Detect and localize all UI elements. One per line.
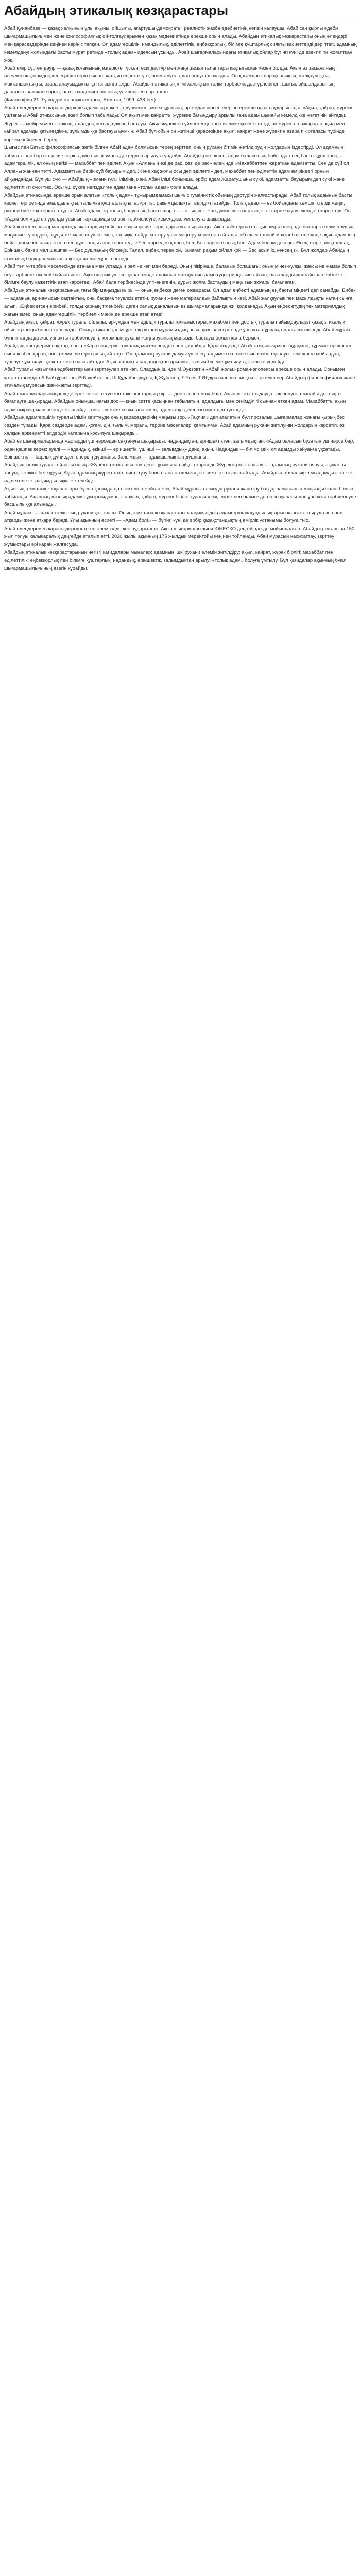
article-paragraph: Ақынның этикалық көзқарастары бүгінгі қоғамда да өзектілігін жойған жоқ. Абай мұрасы еліміздің рухани жаңғыру бағдарламасының маңызды бөлігі болып табылады. Ақынның «толық адам» тұжырымдамасы, «ақыл, қайрат, жүрек» бірлігі туралы ілімі, еңбек пен білімге деген көзқарасы жас ұрпақты тәрбиелеуде басшылыққа алынады. (4, 485, 356, 507)
article-paragraph: Абай тәлім-тәрбие мәселесінде ата-ана мен ұстаздың рөліне көп мән береді. Оның пікірінше, баланың болашағы, оның мінез-құлқы, жақсы не жаман болып өсуі тәрбиеге тікелей байланысты. Ақын қырық үшінші қарасөзінде адамның жан қуатын дамытудың маңызын айтып, балаларды жастайынан еңбекке, білімге баулу қажеттігін атап көрсетеді. Абай бала тәрбиесінде үлгі-өнегенің, дұрыс жолға бастаудың маңызын жоғары бағалаған. (4, 263, 356, 285)
article-paragraph: Абай шығармаларының ішінде ерекше көзге түсетін тақырыптардың бірі — достық пен махаббат. Ақын досты таңдауда сақ болуға, шынайы достықты бағалауға шақырады. Абайдың ойынша, нағыз дос — қиын сәтте қасыңнан табылатын, адалдығы мен сенімділігі сыннан өткен адам. Махаббатты ақын адам өмірінің мәні ретінде жырлайды, оны тек жеке сезім ғана емес, адамзатқа деген ізгі ниет деп түсінеді. (4, 390, 346, 412)
article-paragraph: Абайдың ізгілік туралы ойлары оның «Жүректің көзі ашылса» деген ұғымынан айқын көрінеді. Жүректің көзі ашылу — адамның рухани оянуы, ақиқатты тануы, ізгілікке бет бұруы. Ақын адамның жүрегі таза, ниеті түзу болса ғана ол кемелдікке жете алатынын айтады. Абайдың этикалық ілімі адамды ізгілікке, әділеттілікке, рақымдылыққа жетелейді. (4, 462, 354, 484)
article-paragraph: Абайдың этикасында ерекше орын алатын «толық адам» тұжырымдамасы шығыс гуманистік ойының дәстүрін жалғастырады. Абай толық адамның басты қасиеттері ретінде ақылдылықты, ғылымға құштарлықты, ар-ұятты, рақымдылықты, әділдікті атайды. Толық адам — өз бойындағы кемшіліктерді жеңіп, рухани биікке көтерілген тұлға. Абай адамның толық болуының басты шарты — оның ішкі жан дүниесін тазартып, ізгі істерге баулу екендігін көрсетеді. Ол «Адам бол!» деген ұранды ұсынып, әр адамды өз-өзін тәрбиелеуге, кемелдікке ұмтылуға шақырады. (4, 192, 352, 222)
article-paragraph: Абай өмір сүрген дәуір — қазақ қоғамының өзгеріске түскен, ескі дәстүр мен жаңа заман талаптары қақтығысқан кезең болды. Ақын өз заманының әлеуметтік-қоғамдық келеңсіздіктерін сынап, халқын еңбек етуге, білім алуға, адал болуға шақырды. Ол қоғамдағы парақорлықты, жалқаулықты, мақтаншақтықты, өзара алауыздықты қатты сынға алды. Абайдың этикалық ілімі халықтың тәлім-тәрбиелік дәстүрлерінен, шығыс ойшылдарының даналығынан және орыс, батыс мәдениетінің озық үлгілерінен нәр алған. (4, 65, 335, 95)
article-paragraph: Абайдың ақыл, қайрат, жүрек туралы ойлары, ар-ұждан мен әділдік туралы толғаныстары, махаббат пен достық туралы пайымдаулары қазақ этикалық ойының шыңы болып табылады. Оның этикалық ілімі ұлттық рухани мұрамыздың асыл қазынасы ретінде ұрпақтан-ұрпаққа жалғасып келеді. Абай мұрасы бүгінгі таңда да жас ұрпақты тәрбиелеудің, қоғамның рухани жаңғыруының маңызды бастауы болып қала бермек. (4, 319, 353, 341)
article-page (0, 0, 361, 575)
article-paragraph: Шығыс пен Батыс философиясын жетік білген Абай адам болмысын терең зерттеп, оның рухани бітімін жетілдірудің жолдарын іздестірді. Ол адамның табиғатынан бар ізгі қасиеттерін дамытып, жаман әдеттерден арылуға үндейді. Абайдың пікірінше, адам баласының бойындағы ең басты құндылық — адамгершілік, ал оның негізі — махаббат пен әділет. Ақын «Алланың өзі де рас, сөзі де рас» өлеңінде «Махаббатпен жаратқан адамзатты, Сен де сүй ол Алланы жаннан тәтті. Адамзаттың бәрін сүй бауырым деп, Және хақ жолы осы деп әділетті» деп, махаббат пен әділеттің адам өміріндегі орнын айқындайды. Бұл үш сүю — Абайдың «имани гүл» ілімінің мәні. Абай ілімі бойынша, әрбір адам Жаратушыны сүюі, адамзатты бауырым деп сүюі және әділеттілікті сүюі тиіс. Осы үш сүюге негізделген адам ғана «толық адам» бола алады. (4, 144, 349, 190)
article-paragraph: Абай мұрасы — қазақ халқының рухани қазынасы. Оның этикалық көзқарастары халқымыздың адамгершілік құндылықтарын қалыптастыруда зор рөл атқарды және атқара береді. Ұлы ақынның өсиеті — «Адам бол!» — бүгінгі күні де әрбір қазақстандықтың өмірлік ұстанымы болуға тиіс. (4, 509, 343, 523)
citation-paragraph: (Философия 2Т. Түсіндірмелі анықтамалық. Алматы, 1999, 438-бет) (4, 96, 156, 103)
article-body (4, 21, 357, 572)
article-title: Абайдың этикалық көзқарастары (4, 0, 357, 21)
article-paragraph: Абай өлеңдері мен қарасөздері көптеген әлем тілдеріне аударылған. Ақын шығармашылығы ЮНЕСКО деңгейінде де мойындалған. Абайдың туғанына 150 жыл толуы халықаралық деңгейде аталып өтті. 2020 жылы ақынның 175 жылдық мерейтойы кеңінен тойланды. Абай мұрасын насихаттау, зерттеу жұмыстары әрі қарай жалғасуда. (4, 525, 355, 547)
article-paragraph: Абайдың өлеңдерімен қатар, оның «Қара сөздері» этикалық мәселелерді терең қозғайды. Қарасөздерде Абай халқының мінез-құлқына, тұрмыс-тіршілігіне сыни көзбен қарап, оның кемшіліктерін ашық айтады. Ол адамның рухани дамуы үшін ең алдымен өз-өзіне сын көзбен қарауы, кемшілігін мойындап, түзелуге ұмтылуы қажет екенін баса айтады. Ақын халықты надандықтан арылуға, ғылым-білімге ұмтылуға, ізгілікке үндейді. (4, 343, 353, 365)
article-paragraph: Абай Құнанбаев — қазақ халқының ұлы ақыны, ойшылы, ағартушы-демократы, реалистік жазба әдебиетінің негізін қалаушы. Абай сан қырлы әдеби шығармашылығымен және философиялық ой-толғауларымен қазақ мәдениетінде ерекше орын алады. Абайдың этикалық көзқарастары оның өлеңдері мен қарасөздерінде кеңінен көрініс тапқан. Ол адамгершілік, имандылық, әділеттілік, еңбекқорлық, білімге құштарлық сияқты қасиеттерді дәріптеп, адамның кемелденуі жолындағы басты мұрат ретінде «толық адам» идеясын ұсынды. Абай шығармаларындағы этикалық ойлар бүгінгі күні де өзектілігін жоғалтқан жоқ. (4, 25, 357, 63)
article-paragraph: Абайдың адамгершілік туралы ілімін зерттеуде оның қарасөздерінің маңызы зор. «Ғақлия» деп аталатын бұл прозалық шығармалар жинағы қырық бес сөзден тұрады. Қара сөздерде адам, қоғам, дін, ғылым, мораль, тәрбие мәселелері қамтылған. Абай адамның рухани жетілуінің жолдарын көрсетіп, өз халқын өркениетті елдердің қатарына қосылуға шақырады. (4, 414, 345, 436)
article-paragraph: Абай туралы жазылған әдебиеттер мен зерттеулер өте көп. Олардың ішінде М.Әуезовтің «Абай жолы» роман-эпопеясы ерекше орын алады. Сонымен қатар ғалымдар А.Байтұрсынов, Ә.Бөкейханов, Ш.Құдайбердіұлы, Қ.Жұбанов, Ғ.Есім, Т.Әбдірахманова сияқты зерттеушілер Абайдың философиялық және этикалық мұрасын жан-жақты зерттеді. (4, 366, 355, 388)
article-paragraph: Абайдың этикалық көзқарасының тағы бір маңызды қыры — оның еңбекке деген көзқарасы. Ол адал еңбекті адамның ең басты міндеті деп санайды. Еңбек — адамның ар-намысын сақтайтын, оны басқаға тәуелсіз ететін, рухани және материалдық байлықтың көзі. Абай жалқаулық пен масылдықты қатаң сынға алып, «Еңбек етсең ерінбей, тояды қарның тіленбей» деген халық даналығын өз шығармаларында жиі қолданады. Ақын еңбек етудің тек материалдық жағын емес, оның адамгершілік, тәрбиелік мәнін де ерекше атап өтеді. (4, 287, 356, 317)
article-paragraph: Абай өлеңдері мен қарасөздерінде адамның ішкі жан дүниесіне, мінез-құлқына, ар-ождан мәселелеріне ерекше назар аударылады. «Ақыл, қайрат, жүрек» үштағаны Абай этикасының өзегі болып табылады. Ол ақыл мен қайратты жүрекке бағындыру арқылы ғана адам шынайы кемелдікке жететінін айтады. Жүрек — мейірім мен ізгіліктің, адалдық пен әділдіктің бастауы. Ақыл жүрекпен үйлескенде ғана игілікке қызмет етеді, ал жүректен ажыраған ақыл мен қайрат адамды қатыгездікке, зұлымдыққа бастауы мүмкін. Абай бұл ойын он жетінші қарасөзінде ақыл, қайрат және жүректің өзара пікірталасы түрінде көркем бейнелеп береді. (4, 105, 353, 142)
article-paragraph: Абайдың этикалық көзқарастарының негізгі қағидалары мыналар: адамның ішкі рухани әлемін жетілдіру; ақыл, қайрат, жүрек бірлігі; махаббат пен әділеттілік; еңбекқорлық пен білімге құштарлық; надандық, еріншектік, залымдықтан арылу; «толық адам» болуға ұмтылу. Бұл қағидалар ақынның бүкіл шығармашылығының өзегін құрайды. (4, 549, 347, 571)
article-paragraph: Абай өз шығармаларында жастарды үш нәрседен сақтануға шақырады: надандықтан, еріншектіктен, залымдықтан. «Адам баласын бұзатын үш нәрсе бар, одан қашпақ керек: әуелі — надандық, екінші — еріншектік, үшінші — залымдық» дейді ақын. Надандық — білімсіздік, ол адамды хайуанға ұқсатады. Еріншектік — барлық дүниедегі өнердің дұшпаны. Залымдық — адамшылықтың дұшпаны. (4, 438, 354, 460)
article-paragraph: Абай көптеген шығармаларында жастардың бойына жақсы қасиеттерді дарытуға тырысады. Ақын «Интернатта оқып жүр» өлеңінде жастарға білім алудың маңызын түсіндіріп, оқуды тек мансап үшін емес, халыққа пайда келтіру үшін меңгеру керектігін айтады. «Ғылым таппай мақтанба» өлеңінде ақын адамның бойындағы бес асыл іс пен бес дұшпанды атап көрсетеді: «Бес нәрседен қашық бол, Бес нәрсеге асық бол, Адам болам десеңіз. Өсек, өтірік, мақтаншақ, Еріншек, бекер мал шашпақ — Бес дұшпаның білсеңіз. Талап, еңбек, терең ой, Қанағат, рақым ойлап қой — Бес асыл іс, көнсеңіз». Бұл жолдар Абайдың этикалық бағдарламасының қысқаша мазмұнын береді. (4, 224, 355, 261)
